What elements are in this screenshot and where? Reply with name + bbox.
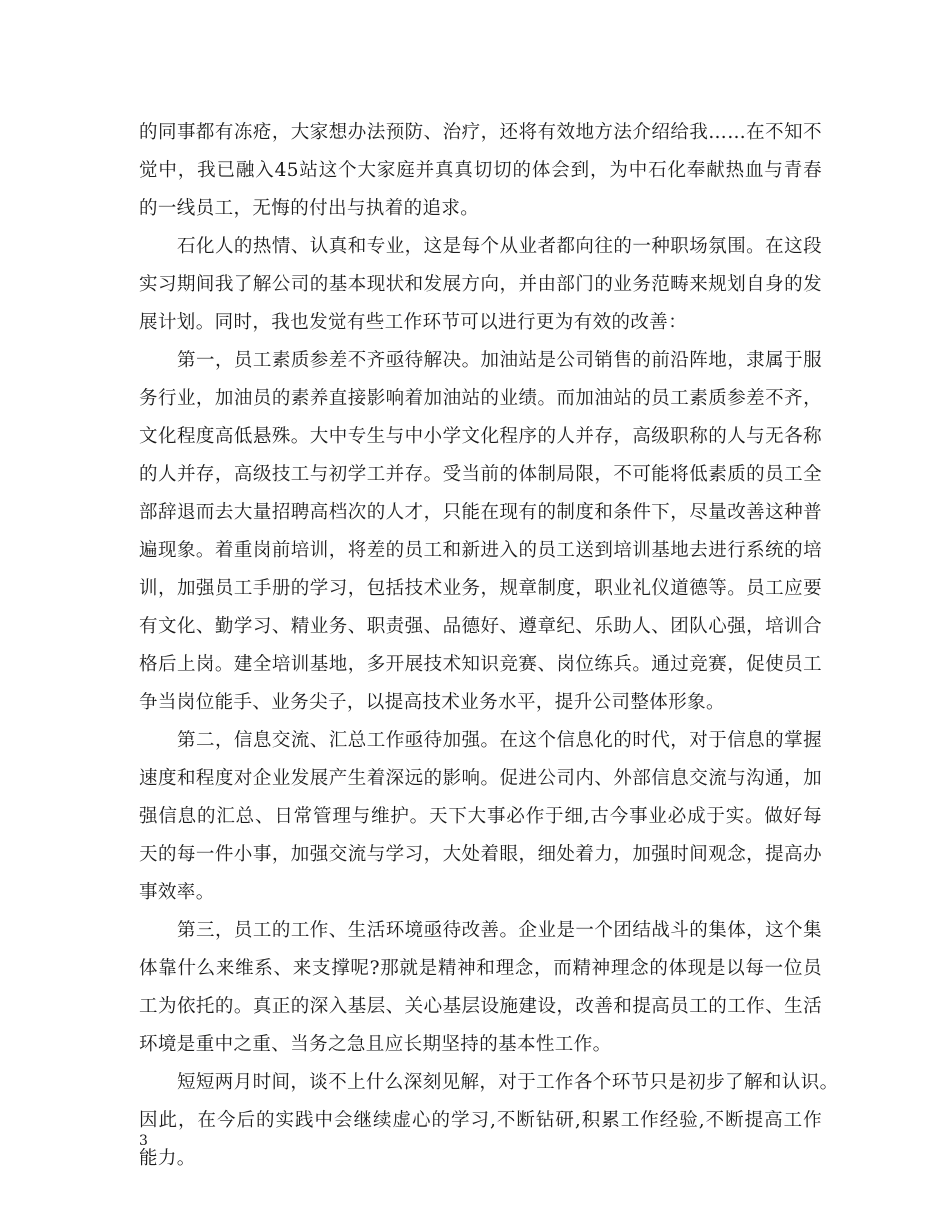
text-line: 的同事都有冻疮，大家想办法预防、治疗，还将有效地方法介绍给我……在不知不 (139, 122, 822, 143)
text-line: 争当岗位能手、业务尖子，以提高技术业务水平，提升公司整体形象。 (139, 692, 725, 713)
text-line: 体靠什么来维系、来支撑呢?那就是精神和理念，而精神理念的体现是以每一位员 (139, 958, 822, 979)
text-line: 格后上岗。建全培训基地，多开展技术知识竞赛、岗位练兵。通过竞赛，促使员工 (139, 654, 822, 675)
text-line: 能力。 (139, 1148, 196, 1169)
text-line: 部辞退而去大量招聘高档次的人才，只能在现有的制度和条件下，尽量改善这种普 (139, 502, 822, 523)
text-line: 遍现象。着重岗前培训，将差的员工和新进入的员工送到培训基地去进行系统的培 (139, 540, 822, 561)
text-line: 工为依托的。真正的深入基层、关心基层设施建设，改善和提高员工的工作、生活 (139, 996, 822, 1017)
text-line: 觉中，我已融入45站这个大家庭并真真切切的体会到，为中石化奉献热血与青春 (139, 160, 822, 181)
text-line: 第一，员工素质参差不齐亟待解决。加油站是公司销售的前沿阵地，隶属于服 (177, 350, 822, 371)
text-line: 第三，员工的工作、生活环境亟待改善。企业是一个团结战斗的集体，这个集 (177, 920, 822, 941)
text-line: 石化人的热情、认真和专业，这是每个从业者都向往的一种职场氛围。在这段 (177, 236, 822, 257)
text-line: 因此，在今后的实践中会继续虚心的学习,不断钻研,积累工作经验,不断提高工作 (139, 1110, 822, 1131)
page-number: 3 (139, 1133, 148, 1149)
body-text (139, 114, 839, 1178)
text-line: 环境是重中之重、当务之急且应长期坚持的基本性工作。 (139, 1034, 612, 1055)
text-line: 的人并存，高级技工与初学工并存。受当前的体制局限，不可能将低素质的员工全 (139, 464, 822, 485)
text-line: 速度和程度对企业发展产生着深远的影响。促进公司内、外部信息交流与沟通，加 (139, 768, 822, 789)
text-line: 的一线员工，无悔的付出与执着的追求。 (139, 198, 480, 219)
text-line: 展计划。同时，我也发觉有些工作环节可以进行更为有效的改善： (139, 312, 688, 333)
text-line: 短短两月时间，谈不上什么深刻见解，对于工作各个环节只是初步了解和认识。 (177, 1072, 839, 1093)
text-line: 训，加强员工手册的学习，包括技术业务，规章制度，职业礼仪道德等。员工应要 (139, 578, 822, 599)
text-line: 事效率。 (139, 882, 215, 903)
text-line: 天的每一件小事，加强交流与学习，大处着眼，细处着力，加强时间观念，提高办 (139, 844, 822, 865)
text-line: 有文化、勤学习、精业务、职责强、品德好、遵章纪、乐助人、团队心强，培训合 (139, 616, 822, 637)
text-line: 第二，信息交流、汇总工作亟待加强。在这个信息化的时代，对于信息的掌握 (177, 730, 822, 751)
text-line: 文化程度高低悬殊。大中专生与中小学文化程序的人并存，高级职称的人与无各称 (139, 426, 822, 447)
text-line: 务行业，加油员的素养直接影响着加油站的业绩。而加油站的员工素质参差不齐， (139, 388, 822, 409)
text-line: 实习期间我了解公司的基本现状和发展方向，并由部门的业务范畴来规划自身的发 (139, 274, 822, 295)
text-line: 强信息的汇总、日常管理与维护。天下大事必作于细,古今事业必成于实。做好每 (139, 806, 822, 827)
